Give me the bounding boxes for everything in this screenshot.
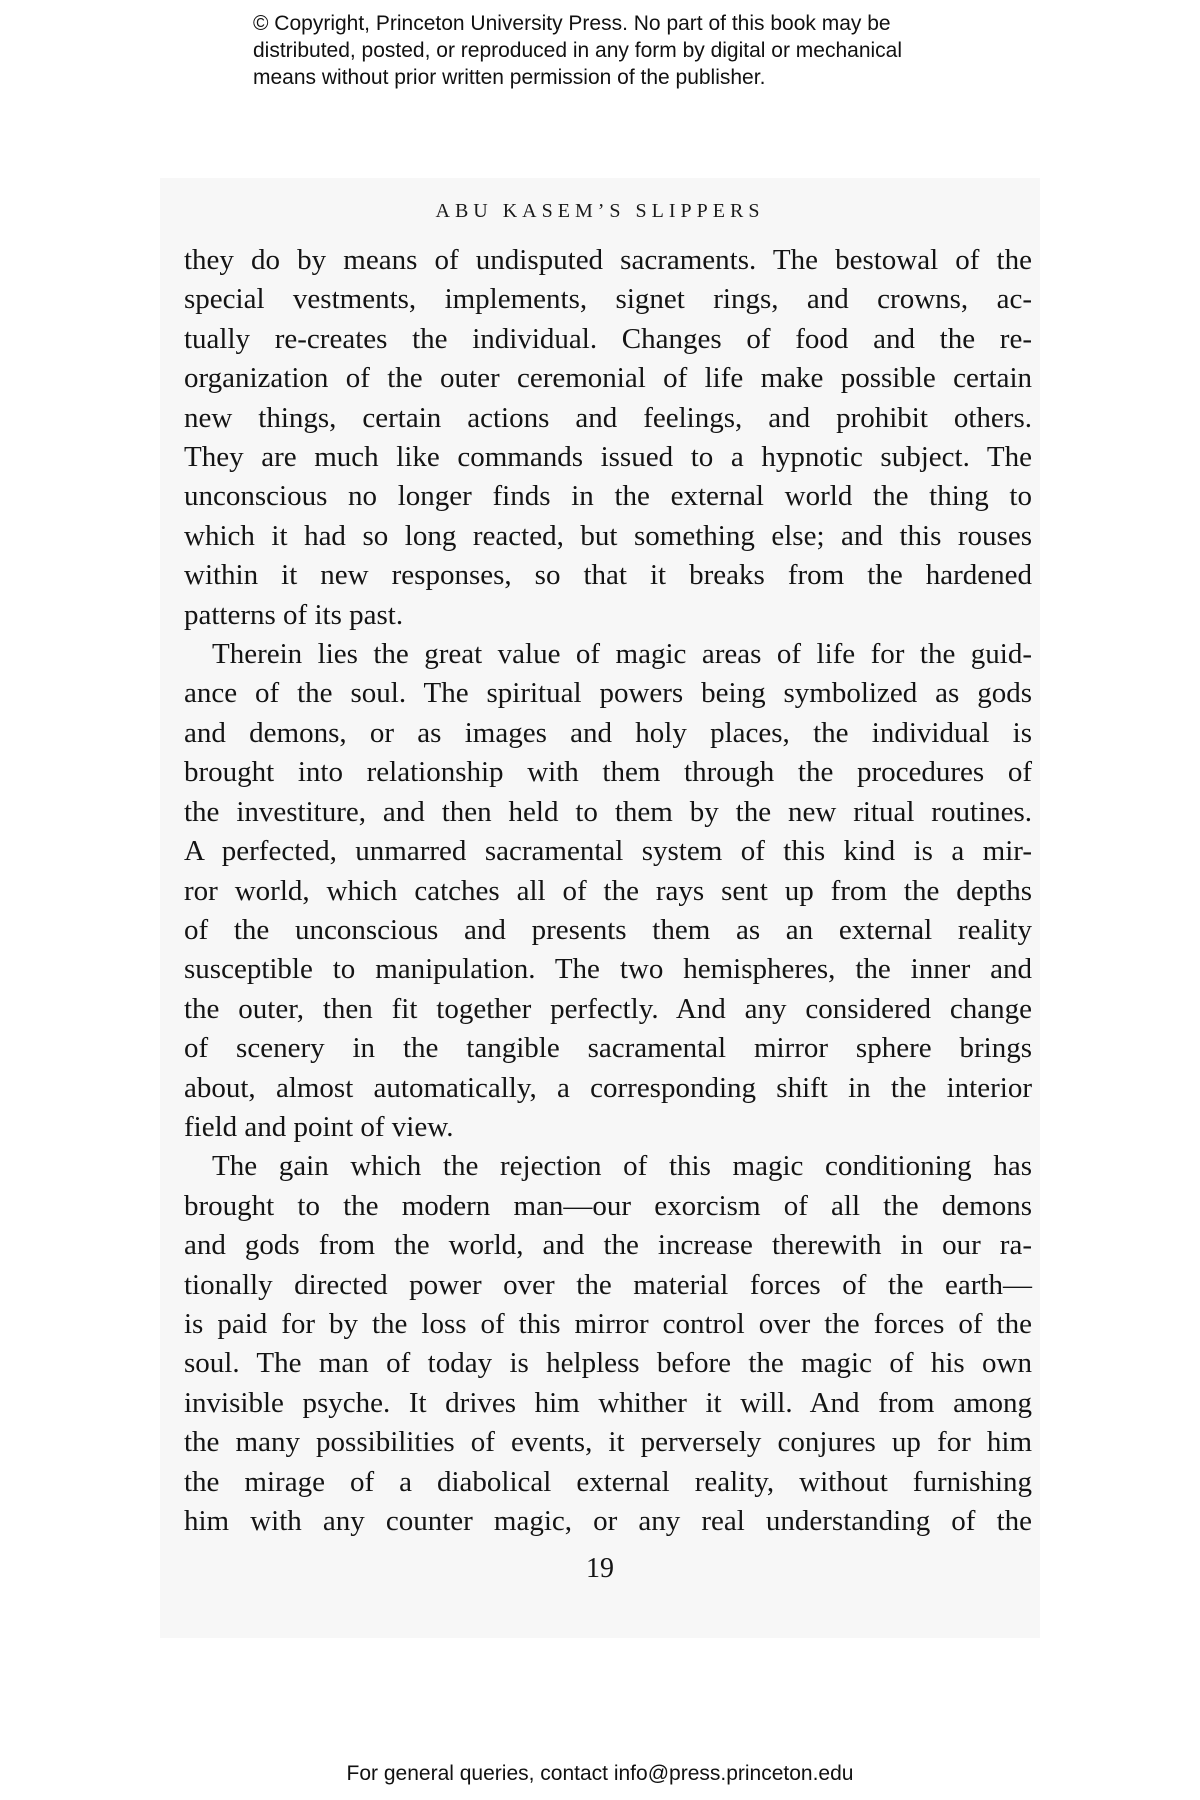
text-line: organization of the outer ceremonial of life make possible certain <box>184 362 1032 395</box>
text-line: of the unconscious and presents them as an external reality <box>184 913 1032 946</box>
text-line: is paid for by the loss of this mirror control over the forces of the <box>184 1307 1032 1340</box>
copyright-line: means without prior written permission of the publisher. <box>253 66 766 89</box>
text-line: him with any counter magic, or any real understanding of the <box>184 1505 1032 1537</box>
text-line: tionally directed power over the material forces of the earth— <box>184 1268 1032 1301</box>
text-line: about, almost automatically, a corresponding shift in the interior <box>184 1071 1032 1104</box>
running-head: ABU KASEM’S SLIPPERS <box>435 200 765 222</box>
text-line: the investiture, and then held to them by the new ritual routines. <box>184 795 1032 828</box>
text-line: the many possibilities of events, it perversely conjures up for him <box>184 1426 1032 1459</box>
text-line: they do by means of undisputed sacraments. The bestowal of the <box>184 244 1032 276</box>
text-line: unconscious no longer finds in the external world the thing to <box>184 480 1032 513</box>
body-text <box>184 241 1032 1541</box>
paragraph <box>184 635 1032 1147</box>
text-line: brought into relationship with them through the procedures of <box>184 756 1032 789</box>
text-line: patterns of its past. <box>184 598 404 631</box>
book-page-scan <box>160 178 1040 1638</box>
footer-contact: For general queries, contact info@press.princeton.edu <box>346 1762 854 1785</box>
text-line: invisible psyche. It drives him whither it will. And from among <box>184 1386 1032 1419</box>
text-line: new things, certain actions and feelings, and prohibit others. <box>184 401 1032 434</box>
copyright-line: © Copyright, Princeton University Press. No part of this book may be <box>253 12 891 35</box>
text-line: brought to the modern man—our exorcism of all the demons <box>184 1189 1032 1222</box>
text-line: of scenery in the tangible sacramental mirror sphere brings <box>184 1032 1032 1065</box>
paragraph <box>184 1147 1032 1541</box>
text-line: soul. The man of today is helpless before the magic of his own <box>184 1347 1032 1380</box>
copyright-notice <box>253 10 973 91</box>
text-line: field and point of view. <box>184 1110 454 1143</box>
text-line: susceptible to manipulation. The two hemispheres, the inner and <box>184 953 1032 986</box>
text-line: special vestments, implements, signet rings, and crowns, ac- <box>184 283 1032 316</box>
page-number: 19 <box>586 1553 614 1584</box>
text-line: ror world, which catches all of the rays sent up from the depths <box>184 874 1032 907</box>
paragraph <box>184 241 1032 635</box>
text-line: which it had so long reacted, but something else; and this rouses <box>184 519 1032 552</box>
text-line: They are much like commands issued to a hypnotic subject. The <box>184 441 1032 474</box>
text-line: and demons, or as images and holy places, the individual is <box>184 716 1032 749</box>
text-line: Therein lies the great value of magic areas of life for the guid- <box>212 638 1032 671</box>
text-line: the mirage of a diabolical external reality, without furnishing <box>184 1465 1032 1498</box>
text-line: tually re-creates the individual. Changes of food and the re- <box>184 322 1032 355</box>
text-line: The gain which the rejection of this magic conditioning has <box>212 1150 1032 1183</box>
text-line: within it new responses, so that it breaks from the hardened <box>184 559 1032 592</box>
text-line: the outer, then fit together perfectly. And any considered change <box>184 992 1032 1025</box>
copyright-line: distributed, posted, or reproduced in any form by digital or mechanical <box>253 39 903 62</box>
text-line: and gods from the world, and the increase therewith in our ra- <box>184 1229 1032 1262</box>
text-line: ance of the soul. The spiritual powers being symbolized as gods <box>184 677 1032 710</box>
text-line: A perfected, unmarred sacramental system of this kind is a mir- <box>184 835 1032 868</box>
